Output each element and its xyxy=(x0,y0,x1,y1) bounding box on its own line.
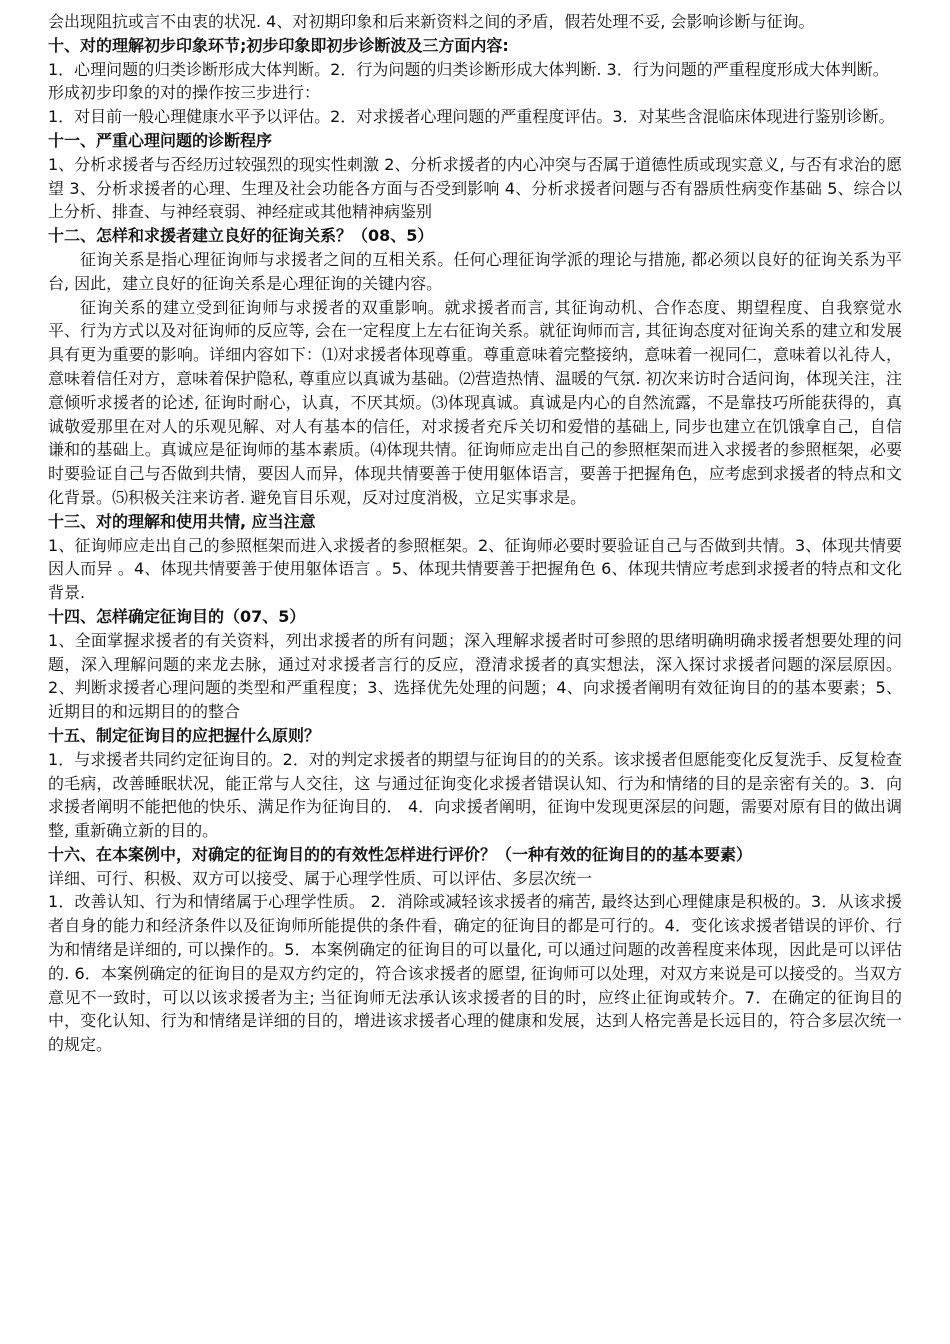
paragraph-empathy-points: 1、征询师应走出自己的参照框架而进入求援者的参照框架。2、征询师必要时要验证自己与否做到共情。3、体现共情要因人而异 。4、体现共情要善于使用躯体语言 。5、体现共情要善于把握角色 6、体现共情应考虑到求援者的特点和文化背景. xyxy=(48,535,902,603)
paragraph-steps-list: 1．对目前一般心理健康水平予以评估。2．对求援者心理问题的严重程度评估。3．对某些含混临床体现进行鉴别诊断。 xyxy=(48,107,895,127)
heading-section-11: 十一、严重心理问题的诊断程序 xyxy=(48,130,273,150)
heading-section-15: 十五、制定征询目的应把握什么原则？ xyxy=(48,725,321,745)
paragraph-goal-determination: 1、全面掌握求援者的有关资料，列出求援者的所有问题；深入理解求援者时可参照的思绪明确明确求援者想要处理的问题，深入理解问题的来龙去脉，通过对求援者言行的反应，澄清求援者的真实想法，深入探讨求援者问题的深层原因。2、判断求援者心理问题的类型和严重程度；3、选择优先处理的问题；4、向求援者阐明有效征询目的的基本要素；5、近期目的和远期目的的整合 xyxy=(48,630,902,722)
paragraph-goal-evaluation: 1．改善认知、行为和情绪属于心理学性质。 2．消除或减轻该求援者的痛苦, 最终达到心理健康是积极的。3．从该求援者自身的能力和经济条件以及征询师所能提供的条件看，确定的征询目的都是可行的。4．变化该求援者错误的评价、行为和情绪是详细的, 可以操作的。5．本案例确定的征询目的可以量化, 可以通过问题的改善程度来体现，因此是可以评估的. 6．本案例确定的征询目的是双方约定的，符合该求援者的愿望, 征询师可以处理，对双方来说是可以接受的。当双方意见不一致时，可以以该求援者为主; 当征询师无法承认该求援者的目的时，应终止征询或转介。7．在确定的征询目的中，变化认知、行为和情绪是详细的目的，增进该求援者心理的健康和发展，达到人格完善是长远目的，符合多层次统一的规定。 xyxy=(48,892,902,1055)
paragraph-goal-elements: 详细、可行、积极、双方可以接受、属于心理学性质、可以评估、多层次统一 xyxy=(48,868,593,888)
paragraph-steps-intro: 形成初步印象的对的操作按三步进行： xyxy=(48,83,321,103)
heading-section-14: 十四、怎样确定征询目的（07、5） xyxy=(48,606,306,626)
heading-section-16: 十六、在本案例中，对确定的征询目的的有效性怎样进行评价？（一种有效的征询目的的基本要素） xyxy=(48,844,753,864)
paragraph-relationship-definition: 征询关系是指心理征询师与求援者之间的互相关系。任何心理征询学派的理论与措施, 都必须以良好的征询关系为平台, 因此，建立良好的征询关系是心理征询的关键内容。 xyxy=(48,249,902,293)
paragraph-relationship-details: 征询关系的建立受到征询师与求援者的双重影响。就求援者而言, 其征询动机、合作态度、期望程度、自我察觉水平、行为方式以及对征询师的反应等, 会在一定程度上左右征询关系。就征询师而言, 其征询态度对征询关系的建立和发展具有更为重要的影响。详细内容如下：⑴对求援者体现尊重。尊重意味着完整接纳，意味着一视同仁，意味着以礼待人，意味着信任对方，意味着保护隐私, 尊重应以真诚为基础。⑵营造热情、温暖的气氛. 初次来访时合适问询，体现关注，注意倾听求援者的论述, 征询时耐心，认真，不厌其烦。⑶体现真诚。真诚是内心的自然流露，不是靠技巧所能获得的，真诚敬爱那里在对人的乐观见解、对人有基本的信任，对求援者充斥关切和爱惜的基础上, 同步也建立在饥饿拿自己，自信谦和的基础上。真诚应是征询师的基本素质。⑷体现共情。征询师应走出自己的参照框架而进入求援者的参照框架，必要时要验证自己与否做到共情，要因人而异，体现共情要善于使用躯体语言，要善于把握角色，应考虑到求援者的特点和文化背景。⑸积极关注来访者. 避免盲目乐观，反对过度消极，立足实事求是。 xyxy=(48,297,902,507)
paragraph-continuation: 会出现阻抗或言不由衷的状况. 4、对初期印象和后来新资料之间的矛盾，假若处理不妥, 会影响诊断与征询。 xyxy=(48,12,815,31)
paragraph-goal-principles: 1．与求援者共同约定征询目的。2．对的判定求援者的期望与征询目的的关系。该求援者但愿能变化反复洗手、反复检查的毛病，改善睡眠状况，能正常与人交往，这 与通过征询变化求援者错误认知、行为和情绪的目的是亲密有关的。3．向求援者阐明不能把他的快乐、满足作为征询目的． 4．向求援者阐明，征询中发现更深层的问题，需要对原有目的做出调整, 重新确立新的目的。 xyxy=(48,749,902,841)
heading-section-10: 十、对的理解初步印象环节;初步印象即初步诊断波及三方面内容: xyxy=(48,35,509,55)
paragraph-diagnosis-procedure: 1、分析求援者与否经历过较强烈的现实性刺激 2、分析求援者的内心冲突与否属于道德性质或现实意义, 与否有求治的愿望 3、分析求援者的心理、生理及社会功能各方面与否受到影响 4、分析求援者问题与否有器质性病变作基础 5、综合以上分析、排查、与神经衰弱、神经症或其他精神病鉴别 xyxy=(48,154,902,222)
heading-section-13: 十三、对的理解和使用共情, 应当注意 xyxy=(48,511,316,531)
paragraph-initial-impression-list: 1．心理问题的归类诊断形成大体判断。2．行为问题的归类诊断形成大体判断. 3．行为问题的严重程度形成大体判断。 xyxy=(48,59,889,79)
heading-section-12: 十二、怎样和求援者建立良好的征询关系？（08、5） xyxy=(48,226,434,246)
